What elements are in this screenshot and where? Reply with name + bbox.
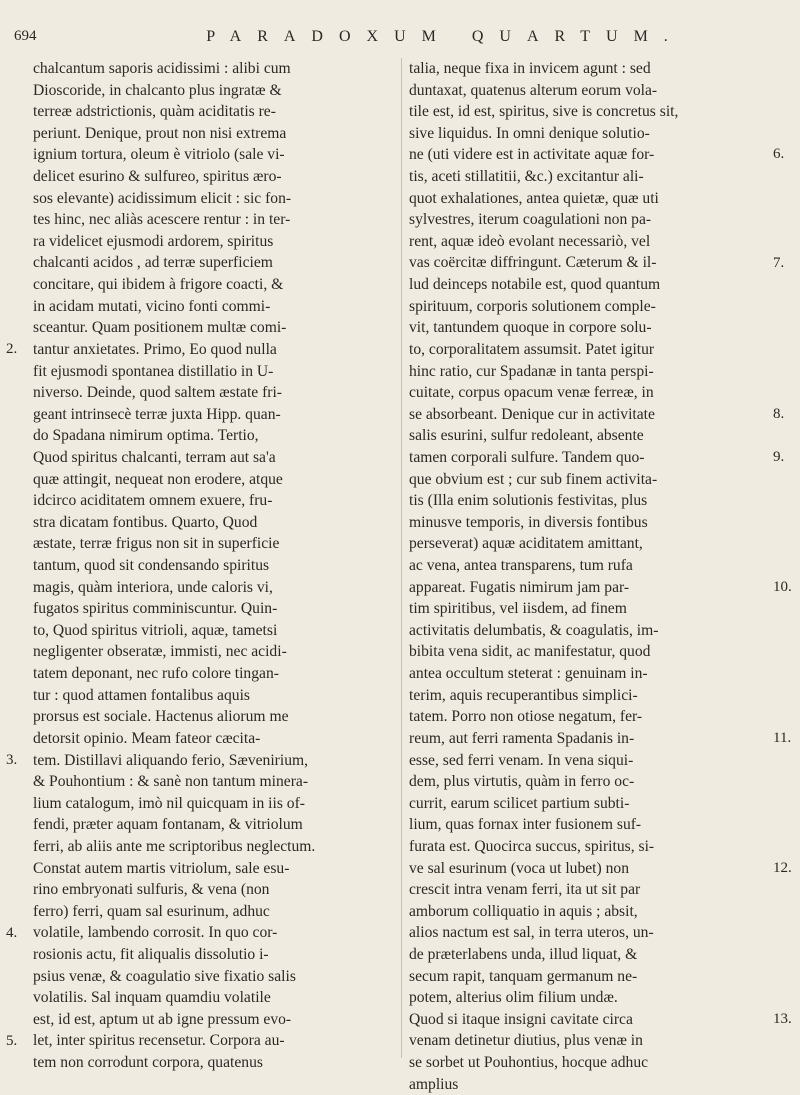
- text-line: do Spadana nimirum optima. Tertio,: [33, 427, 259, 445]
- text-line: sceantur. Quam positionem multæ comi-: [33, 319, 287, 337]
- text-line: secum rapit, tanquam germanum ne-: [409, 967, 638, 985]
- text-line: terim, aquis recuperantibus simplici-: [409, 686, 638, 704]
- text-line: sylvestres, iterum coagulationi non pa-: [409, 211, 652, 229]
- text-line: amborum colliquatio in aquis ; absit,: [409, 902, 638, 920]
- margin-number: 13.: [773, 1011, 792, 1028]
- text-line: tem non corrodunt corpora, quatenus: [33, 1054, 263, 1072]
- text-line: antea occultum steterat : genuinam in-: [409, 665, 648, 683]
- margin-number: 6.: [773, 146, 785, 163]
- text-line: salis esurini, sulfur redoleant, absente: [409, 427, 644, 445]
- text-line: sos elevante) acidissimum elicit : sic fon-: [33, 189, 292, 207]
- text-line: vit, tantundem quoque in corpore solu-: [409, 319, 652, 337]
- text-line: crescit intra venam ferri, ita ut sit par: [409, 881, 641, 899]
- margin-number: 3.: [6, 751, 18, 768]
- text-line: alios nactum est sal, in terra uteros, un-: [409, 924, 654, 942]
- text-line: volatile, lambendo corrosit. In quo cor-: [33, 924, 278, 942]
- text-line: let, inter spiritus recensetur. Corpora au-: [33, 1032, 285, 1050]
- text-line: tem. Distillavi aliquando ferio, Sævenirium,: [33, 751, 309, 769]
- text-line: to, corporalitatem assumsit. Patet igitur: [409, 340, 655, 358]
- text-line: periunt. Denique, prout non nisi extrema: [33, 124, 287, 142]
- text-line: magis, quàm interiora, unde caloris vi,: [33, 578, 273, 596]
- text-line: tile est, id est, spiritus, sive is concretus sit,: [409, 103, 679, 121]
- left-column: [33, 58, 395, 1074]
- text-line: hinc ratio, cur Spadanæ in tanta perspi-: [409, 362, 654, 380]
- page-number: 694: [14, 28, 37, 44]
- text-line: Dioscoride, in chalcanto plus ingratæ &: [33, 81, 282, 99]
- text-line: prorsus est sociale. Hactenus aliorum me: [33, 708, 289, 726]
- text-line: volatilis. Sal inquam quamdiu volatile: [33, 989, 271, 1007]
- text-line: ra videlicet ejusmodi ardorem, spiritus: [33, 232, 274, 250]
- text-line: quæ attingit, nequeat non erodere, atque: [33, 470, 283, 488]
- text-line: venam detinetur diutius, plus venæ in: [409, 1032, 643, 1050]
- margin-number: 11.: [773, 730, 792, 747]
- right-column: [409, 58, 771, 1095]
- text-line: lium, quas fornax inter fusionem suf-: [409, 816, 642, 834]
- text-line: tantur anxietates. Primo, Eo quod nulla: [33, 340, 277, 358]
- margin-number: 4.: [6, 924, 18, 941]
- text-line: cuitate, corpus opacum venæ ferreæ, in: [409, 384, 654, 402]
- text-line: fit ejusmodi spontanea distillatio in U-: [33, 362, 274, 380]
- text-line: de præterlabens unda, illud liquat, &: [409, 945, 638, 963]
- text-line: Constat autem martis vitriolum, sale esu-: [33, 859, 290, 877]
- text-line: lium catalogum, imò nil quicquam in iis of-: [33, 794, 305, 812]
- text-line: stra dicatam fontibus. Quarto, Quod: [33, 513, 258, 531]
- text-line: appareat. Fugatis nimirum jam par-: [409, 578, 630, 596]
- margin-number: 2.: [6, 341, 18, 358]
- text-line: tis, aceti stillatitii, &c.) excitantur ali-: [409, 168, 644, 186]
- text-line: chalcantum saporis acidissimi : alibi cum: [33, 60, 291, 77]
- text-line: ignium tortura, oleum è vitriolo (sale vi-: [33, 146, 285, 164]
- text-line: que obvium est ; cur sub finem activita-: [409, 470, 658, 488]
- text-line: tatem. Porro non otiose negatum, fer-: [409, 708, 643, 726]
- text-line: bibita vena sidit, ac manifestatur, quod: [409, 643, 651, 661]
- text-line: duntaxat, quatenus alterum eorum vola-: [409, 81, 658, 99]
- text-line: reum, aut ferri ramenta Spadanis in-: [409, 729, 635, 747]
- text-line: in acidam mutati, vicino fonti commi-: [33, 297, 271, 315]
- text-line: detorsit opinio. Meam fateor cæcita-: [33, 729, 261, 747]
- text-line: tur : quod attamen fontalibus aquis: [33, 686, 250, 704]
- text-line: tatem deponant, nec rufo colore tingan-: [33, 665, 279, 683]
- text-line: sive liquidus. In omni denique solutio-: [409, 124, 650, 142]
- text-line: geant intrinsecè terræ juxta Hipp. quan-: [33, 405, 281, 423]
- margin-number: 10.: [773, 578, 792, 595]
- text-line: to, Quod spiritus vitrioli, aquæ, tametsi: [33, 621, 278, 639]
- text-line: Quod si itaque insigni cavitate circa: [409, 1010, 633, 1028]
- text-line: chalcanti acidos , ad terræ superficiem: [33, 254, 273, 272]
- text-line: currit, earum scilicet partium subti-: [409, 794, 630, 812]
- margin-number: 9.: [773, 449, 785, 466]
- text-line: se absorbeant. Denique cur in activitate: [409, 405, 655, 423]
- text-line: rent, aquæ ideò evolant necessariò, vel: [409, 232, 651, 250]
- margin-number: 7.: [773, 254, 785, 271]
- text-line: psius venæ, & coagulatio sive fixatio salis: [33, 967, 296, 985]
- text-line: delicet esurino & sulfureo, spiritus æro-: [33, 168, 282, 186]
- text-line: æstate, terræ frigus non sit in superficie: [33, 535, 280, 553]
- text-line: & Pouhontium : & sanè non tantum minera-: [33, 773, 309, 791]
- text-line: est, id est, aptum ut ab igne pressum evo-: [33, 1010, 292, 1028]
- text-line: terreæ adstrictionis, quàm aciditatis re-: [33, 103, 276, 121]
- text-line: niverso. Deinde, quod saltem æstate fri-: [33, 384, 283, 402]
- text-line: perseverat) aquæ aciditatem amittant,: [409, 535, 643, 553]
- margin-number: 8.: [773, 405, 785, 422]
- text-line: amplius: [409, 1075, 459, 1093]
- text-line: ferro) ferri, quam sal esurinum, adhuc: [33, 902, 270, 920]
- text-line: concitare, qui ibidem à frigore coacti, &: [33, 276, 284, 294]
- text-line: quot exhalationes, antea quietæ, quæ uti: [409, 189, 659, 207]
- text-line: fugatos spiritus comminiscuntur. Quin-: [33, 600, 278, 618]
- running-title: PARADOXUM QUARTUM.: [206, 28, 684, 45]
- text-line: fendi, præter aquam fontanam, & vitriolum: [33, 816, 303, 834]
- text-line: potem, alterius olim filium undæ.: [409, 989, 618, 1007]
- margin-number: 5.: [6, 1032, 18, 1049]
- text-line: tantum, quod sit condensando spiritus: [33, 557, 270, 575]
- text-line: esse, sed ferri venam. In vena siqui-: [409, 751, 634, 769]
- text-line: tes hinc, nec aliàs acescere rentur : in ter-: [33, 211, 291, 229]
- text-line: Quod spiritus chalcanti, terram aut sa'a: [33, 448, 276, 466]
- text-line: talia, neque fixa in invicem agunt : sed: [409, 60, 651, 77]
- text-line: furata est. Quocirca succus, spiritus, si-: [409, 837, 655, 855]
- column-divider: [401, 58, 402, 1058]
- text-line: tim spiritibus, vel iisdem, ad finem: [409, 600, 627, 618]
- text-line: tis (Illa enim solutionis festivitas, plus: [409, 492, 648, 510]
- text-line: ferri, ab aliis ante me scriptoribus neglectum.: [33, 837, 316, 855]
- text-line: rosionis actu, fit aliqualis dissolutio i-: [33, 945, 269, 963]
- text-line: vas coërcitæ diffringunt. Cæterum & il-: [409, 254, 657, 272]
- text-line: negligenter obseratæ, immisti, nec acidi-: [33, 643, 287, 661]
- text-line: lud deinceps notabile est, quod quantum: [409, 276, 661, 294]
- text-line: spirituum, corporis solutionem comple-: [409, 297, 656, 315]
- text-line: tamen corporali sulfure. Tandem quo-: [409, 448, 645, 466]
- text-line: ac vena, antea transparens, tum rufa: [409, 557, 633, 575]
- text-line: minusve temporis, in diversis fontibus: [409, 513, 648, 531]
- page-header: [14, 28, 786, 54]
- text-line: rino embryonati sulfuris, & vena (non: [33, 881, 270, 899]
- text-line: activitatis delumbatis, & coagulatis, im-: [409, 621, 659, 639]
- text-line: ne (uti videre est in activitate aquæ for-: [409, 146, 655, 164]
- text-line: idcirco aciditatem omnem exuere, fru-: [33, 492, 273, 510]
- text-line: ve sal esurinum (voca ut lubet) non: [409, 859, 629, 877]
- text-line: se sorbet ut Pouhontius, hocque adhuc: [409, 1054, 649, 1072]
- text-line: dem, plus virtutis, quàm in ferro oc-: [409, 773, 635, 791]
- margin-number: 12.: [773, 859, 792, 876]
